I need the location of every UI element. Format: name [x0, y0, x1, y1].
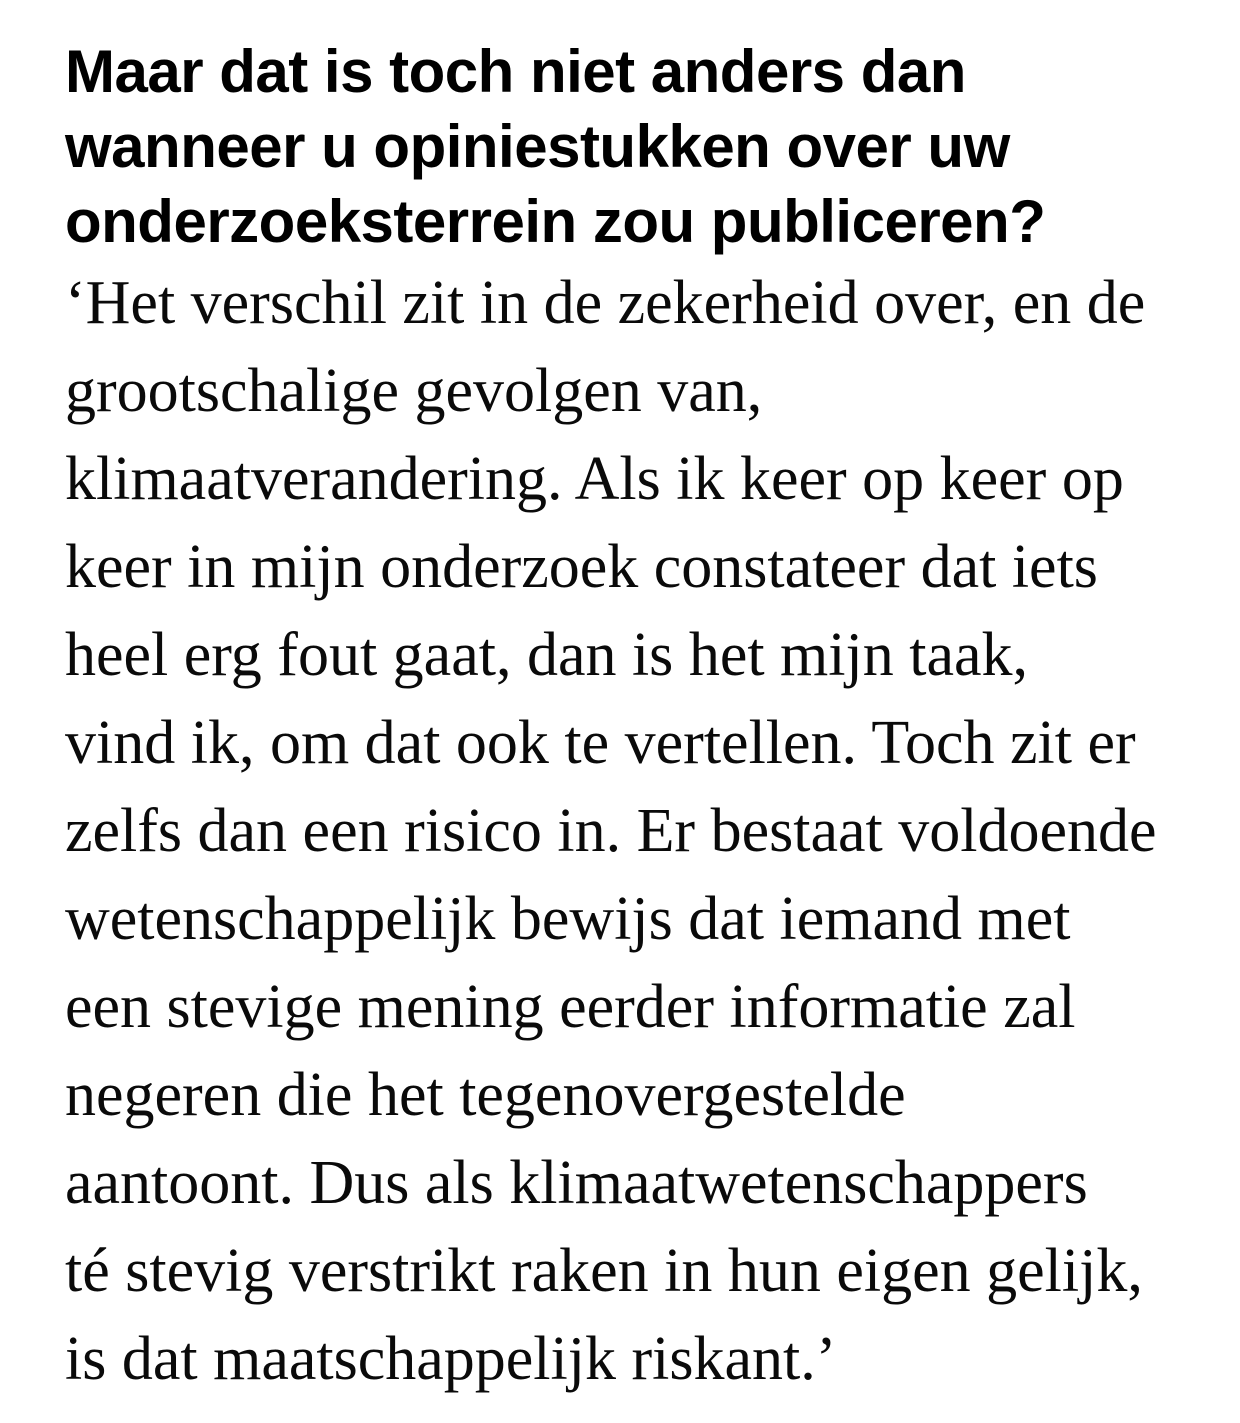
paragraph-line: ‘Het verschil zit in de zekerheid over, en de [65, 269, 1146, 337]
heading-line: wanneer u opiniestukken over uw [65, 113, 1010, 180]
article-paragraph [65, 259, 1200, 1403]
paragraph-line: heel erg fout gaat, dan is het mijn taak, [65, 621, 1028, 689]
paragraph-line: vind ik, om dat ook te vertellen. Toch zit er [65, 709, 1136, 777]
paragraph-line: klimaatverandering. Als ik keer op keer op [65, 445, 1124, 513]
heading-line: Maar dat is toch niet anders dan [65, 38, 966, 105]
paragraph-line: aantoont. Dus als klimaatwetenschappers [65, 1149, 1088, 1217]
heading-line: onderzoeksterrein zou publiceren? [65, 188, 1046, 255]
paragraph-line: té stevig verstrikt raken in hun eigen gelijk, [65, 1237, 1143, 1305]
article-heading [65, 34, 1200, 259]
paragraph-line: een stevige mening eerder informatie zal [65, 973, 1076, 1041]
paragraph-line: grootschalige gevolgen van, [65, 357, 763, 425]
paragraph-line: is dat maatschappelijk riskant.’ [65, 1325, 837, 1393]
paragraph-line: keer in mijn onderzoek constateer dat iets [65, 533, 1098, 601]
paragraph-line: negeren die het tegenovergestelde [65, 1061, 906, 1129]
paragraph-line: zelfs dan een risico in. Er bestaat voldoende [65, 797, 1157, 865]
paragraph-line: wetenschappelijk bewijs dat iemand met [65, 885, 1071, 953]
